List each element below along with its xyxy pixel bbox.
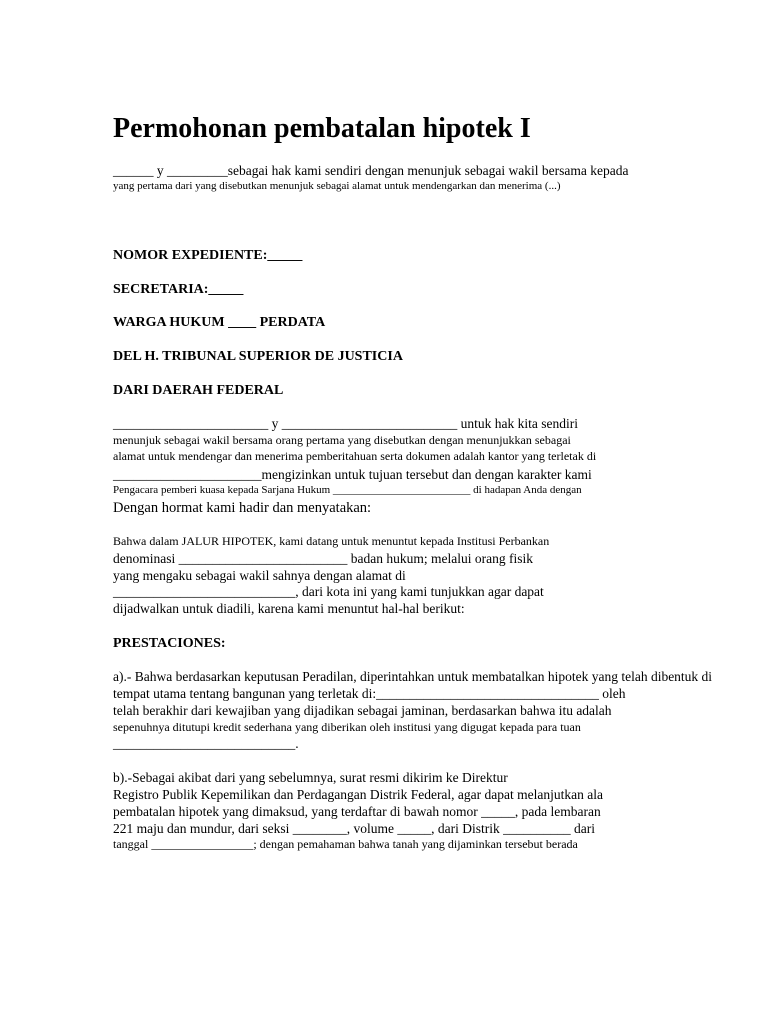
para1-line-6: Dengan hormat kami hadir dan menyatakan: xyxy=(113,500,372,516)
para1-line-3: alamat untuk mendengar dan menerima pemberitahuan serta dokumen adalah kantor yang terletak di xyxy=(113,449,597,463)
item-a-line-4: sepenuhnya ditutupi kredit sederhana yang diberikan oleh institusi yang digugat kepada para tuan xyxy=(113,720,581,734)
item-b-line-2: Registro Publik Kepemilikan dan Perdagangan Distrik Federal, agar dapat melanjutkan ala xyxy=(113,787,603,802)
heading-nomor-expediente: NOMOR EXPEDIENTE:_____ xyxy=(113,248,303,263)
heading-warga-hukum: WARGA HUKUM ____ PERDATA xyxy=(113,315,326,330)
para2-line-4: ___________________________, dari kota ini yang kami tunjukkan agar dapat xyxy=(113,584,544,599)
heading-tribunal: DEL H. TRIBUNAL SUPERIOR DE JUSTICIA xyxy=(113,349,403,364)
para2-line-3: yang mengaku sebagai wakil sahnya dengan alamat di xyxy=(113,568,406,583)
item-b-line-1: b).-Sebagai akibat dari yang sebelumnya, surat resmi dikirim ke Direktur xyxy=(113,770,508,785)
item-b-line-3: pembatalan hipotek yang dimaksud, yang terdaftar di bawah nomor _____, pada lembaran xyxy=(113,804,601,819)
para2-line-2: denominasi _________________________ badan hukum; melalui orang fisik xyxy=(113,551,533,566)
item-a-line-1: a).- Bahwa berdasarkan keputusan Peradilan, diperintahkan untuk membatalkan hipotek yang telah dibentuk di xyxy=(113,669,713,684)
document-page xyxy=(113,0,768,1024)
para2-line-1: Bahwa dalam JALUR HIPOTEK, kami datang untuk menuntut kepada Institusi Perbankan xyxy=(113,534,550,548)
intro-line-2: yang pertama dari yang disebutkan menunjuk sebagai alamat untuk mendengarkan dan menerima (...) xyxy=(113,180,561,192)
heading-daerah-federal: DARI DAERAH FEDERAL xyxy=(113,383,284,398)
heading-secretaria: SECRETARIA:_____ xyxy=(113,282,244,297)
item-a-line-2: tempat utama tentang bangunan yang terletak di:_________________________________ oleh xyxy=(113,686,626,701)
item-b-line-5: tanggal _________________; dengan pemahaman bahwa tanah yang dijaminkan tersebut berada xyxy=(113,837,578,851)
para1-line-5: Pengacara pemberi kuasa kepada Sarjana Hukum _________________________ di hadapan Anda dengan xyxy=(113,484,582,496)
para1-line-2: menunjuk sebagai wakil bersama orang pertama yang disebutkan dengan menunjukkan sebagai xyxy=(113,433,571,447)
document-title: Permohonan pembatalan hipotek I xyxy=(113,113,531,144)
para1-line-4: ______________________mengizinkan untuk tujuan tersebut dan dengan karakter kami xyxy=(113,467,592,482)
para2-line-5: dijadwalkan untuk diadili, karena kami menuntut hal-hal berikut: xyxy=(113,601,465,616)
para1-line-1: _______________________ y __________________________ untuk hak kita sendiri xyxy=(113,416,578,431)
item-a-line-3: telah berakhir dari kewajiban yang dijadikan sebagai jaminan, berdasarkan bahwa itu adalah xyxy=(113,703,612,718)
item-b-line-4: 221 maju dan mundur, dari seksi ________, volume _____, dari Distrik __________ dari xyxy=(113,821,596,836)
intro-line-1: ______ y _________sebagai hak kami sendiri dengan menunjuk sebagai wakil bersama kepada xyxy=(113,163,629,178)
item-a-line-5: ___________________________. xyxy=(113,736,299,751)
heading-prestaciones: PRESTACIONES: xyxy=(113,636,226,651)
